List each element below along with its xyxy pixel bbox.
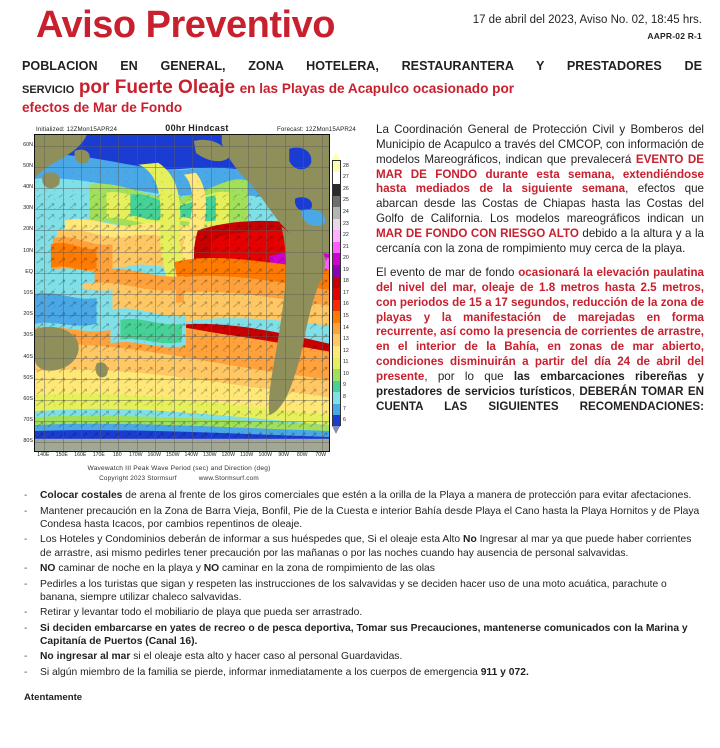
recommendation-text: Retirar y levantar todo el mobiliario de playa que pueda ser arrastrado. — [40, 607, 363, 619]
gridline-vertical — [155, 135, 156, 451]
gridline-vertical — [285, 135, 286, 451]
recommendation-item — [24, 578, 700, 605]
gridline-vertical — [229, 135, 230, 451]
subtitle-line-2 — [22, 76, 702, 99]
subtitle-block — [14, 58, 706, 116]
colorbar-segment — [333, 184, 340, 196]
y-tick-label: 10N — [23, 247, 33, 254]
p1-highlight-1: EVENTO DE MAR DE FONDO durante esta semana, extendiéndose hasta mediados de la siguiente semana — [376, 152, 704, 196]
header-meta — [473, 14, 702, 41]
colorbar-segment — [333, 323, 340, 335]
y-tick-label: 20S — [23, 311, 33, 318]
x-tick-label: 140E — [37, 451, 50, 458]
colorbar-segment — [333, 288, 340, 300]
colorbar-tick-label: 28 — [343, 162, 349, 169]
colorbar-tick-label: 23 — [343, 220, 349, 227]
colorbar-segment — [333, 300, 340, 312]
colorbar-segment — [333, 161, 340, 173]
p1-text-2: , efectos que abarcan desde las Costas de Chiapas hasta las Costas del Golfo de California. Los modelos mareográficos indican un — [376, 182, 704, 226]
bullet-dash-icon: - — [24, 622, 28, 634]
chart-initialized-label: Initialized: 12ZMon15APR24 — [36, 125, 118, 133]
x-tick-label: 110W — [240, 451, 254, 458]
colorbar-bottom-arrow-icon — [332, 426, 340, 434]
recommendation-text: Mantener precaución en la Zona de Barra Vieja, Bonfil, Pie de la Cuesta e interior Bahía desde Playa el Cano hasta la Playa Hornitos y de Playa Condesa hasta Icacos, por cambios repentinos de oleaje. — [40, 505, 700, 531]
colorbar-segment — [333, 242, 340, 254]
colorbar-tick-label: 19 — [343, 266, 349, 273]
colorbar-segment — [333, 207, 340, 219]
gridline-vertical — [322, 135, 323, 451]
content-area — [14, 123, 706, 484]
x-tick-label: 120W — [221, 451, 236, 458]
colorbar-tick-label: 17 — [343, 289, 349, 296]
subtitle-highlight: por Fuerte Oleaje — [78, 77, 236, 99]
colorbar-tick-labels — [343, 160, 361, 426]
colorbar-segment — [333, 392, 340, 404]
recommendation-item — [24, 489, 700, 503]
paragraph-1 — [376, 123, 704, 257]
recommendation-text: Pedirles a los turistas que sigan y respeten las instrucciones de los salvavidas y se deciden hacer uso de una moto acuática, parachute o banana, siempre utilizar chaleco salvavidas. — [40, 578, 667, 604]
colorbar-segment — [333, 172, 340, 184]
p1-text-1: La Coordinación General de Protección Civil y Bomberos del Municipio de Acapulco a través del CMCOP, con información de modelos Mareográficos, indican que prevalecerá — [376, 122, 704, 166]
y-tick-label: 40N — [23, 183, 33, 190]
x-tick-label: 170E — [92, 451, 105, 458]
chart-caption-credit — [14, 474, 344, 484]
advisory-date: 17 de abril del 2023, Aviso No. 02, 18:45 hrs. — [472, 14, 702, 26]
recommendations-list — [14, 489, 706, 679]
colorbar-tick-label: 18 — [343, 278, 349, 285]
colorbar-segment — [333, 311, 340, 323]
p1-text-3: debido a la altura y a la cercanía con la zona de rompimiento muy cerca de la playa. — [376, 227, 705, 256]
recommendation-item — [24, 505, 700, 532]
colorbar-tick-label: 24 — [343, 208, 349, 215]
y-tick-label: 50N — [23, 162, 33, 169]
text-column — [366, 123, 706, 484]
colorbar-segment — [333, 404, 340, 416]
x-tick-label: 140W — [184, 451, 199, 458]
p2-bold-2: DEBERÁN TOMAR EN CUENTA LAS SIGUIENTES RECOMENDACIONES: — [376, 385, 704, 413]
y-tick-label: 30S — [23, 332, 33, 339]
gridline-vertical — [81, 135, 82, 451]
recommendation-item — [24, 533, 700, 560]
colorbar-tick-label: 26 — [343, 185, 349, 192]
paragraph-2 — [376, 266, 704, 415]
chart-forecast-label: Forecast: 12ZMon15APR24 — [276, 125, 356, 133]
colorbar-segment — [333, 219, 340, 231]
wave-period-chart — [14, 123, 362, 484]
signature: Atentamente — [24, 692, 83, 704]
x-tick-label: 170W — [128, 451, 143, 458]
gridline-vertical — [211, 135, 212, 451]
p1-highlight-2: MAR DE FONDO CON RIESGO ALTO — [376, 227, 579, 241]
colorbar-tick-label: 12 — [343, 347, 349, 354]
y-tick-label: 30N — [23, 205, 33, 212]
recommendation-text: Si deciden embarcarse en yates de recreo o de pesca deportiva, Tomar sus Precauciones, mantenerse comunicados con la Marina y Capitanía de Puertos (Canal 16). — [40, 622, 688, 648]
x-tick-label: 90W — [278, 451, 290, 458]
x-tick-label: 130W — [202, 451, 217, 458]
y-tick-label: 40S — [23, 353, 33, 360]
chart-title: 00hr Hindcast — [165, 122, 229, 133]
page-title: Aviso Preventivo — [36, 4, 335, 46]
recommendation-item — [24, 666, 700, 680]
recommendation-text: Colocar costales de arena al frente de los giros comerciales que estén a la orilla de la Playa a manera de protección para evitar afectaciones. — [40, 490, 692, 502]
x-tick-label: 80W — [296, 451, 308, 458]
chart-plot-area — [34, 134, 330, 452]
chart-colorbar — [330, 134, 360, 452]
colorbar-segment — [333, 369, 340, 381]
chart-column — [14, 123, 366, 484]
colorbar-tick-label: 15 — [343, 313, 349, 320]
colorbar-segment — [333, 196, 340, 208]
recommendation-item — [24, 562, 700, 576]
chart-x-axis — [34, 452, 330, 461]
bullet-dash-icon: - — [24, 490, 28, 502]
colorbar-segment — [333, 265, 340, 277]
x-tick-label: 160W — [147, 451, 162, 458]
colorbar-segment — [333, 253, 340, 265]
colorbar-tick-label: 7 — [343, 405, 346, 412]
bullet-dash-icon: - — [24, 666, 28, 678]
recommendation-text: NO caminar de noche en la playa y NO caminar en la zona de rompimiento de las olas — [40, 563, 435, 575]
y-tick-label: 70S — [23, 417, 33, 424]
y-tick-label: EQ — [25, 268, 33, 275]
bullet-dash-icon: - — [24, 534, 28, 546]
colorbar-tick-label: 25 — [343, 197, 349, 204]
colorbar-tick-label: 14 — [343, 324, 349, 331]
colorbar-tick-label: 27 — [343, 174, 349, 181]
bullet-dash-icon: - — [24, 505, 28, 517]
bullet-dash-icon: - — [24, 578, 28, 590]
gridline-vertical — [303, 135, 304, 451]
colorbar-tick-label: 22 — [343, 232, 349, 239]
colorbar-tick-label: 8 — [343, 393, 346, 400]
y-tick-label: 50S — [23, 374, 33, 381]
chart-copyright: Copyright 2023 Stormsurf — [99, 474, 177, 482]
recommendation-item — [24, 622, 700, 649]
y-tick-label: 20N — [23, 226, 33, 233]
subtitle-rest: en las Playas de Acapulco ocasionado por — [239, 81, 515, 97]
p2-text-3: , — [571, 385, 580, 399]
gridline-vertical — [137, 135, 138, 451]
chart-caption-main: Wavewatch III Peak Wave Period (sec) and Direction (deg) — [87, 464, 271, 472]
recommendation-item — [24, 606, 700, 620]
p2-text-1: El evento de mar de fondo — [376, 265, 519, 279]
gridline-vertical — [192, 135, 193, 451]
x-tick-label: 150W — [165, 451, 180, 458]
colorbar-segment — [333, 346, 340, 358]
recommendation-text: Los Hoteles y Condominios deberán de informar a sus huéspedes que, Si el oleaje esta Alto No Ingresar al mar ya que puede haber corrientes de arrastre, asi mismo pedirles tener precaución por las mañanas o por las noches cuando hay ausencia de personal salvavidas. — [40, 534, 692, 560]
advisory-code: AAPR-02 R-1 — [647, 31, 702, 41]
bullet-dash-icon: - — [24, 563, 28, 575]
colorbar-segment — [333, 381, 340, 393]
chart-plot-wrapper — [14, 134, 362, 452]
x-tick-label: 100W — [258, 451, 273, 458]
y-tick-label: 60N — [23, 141, 33, 148]
colorbar-segment — [333, 230, 340, 242]
subtitle-servicio: SERVICIO — [22, 84, 75, 97]
colorbar-gradient — [332, 160, 341, 426]
colorbar-tick-label: 11 — [343, 359, 349, 366]
map-gridlines — [35, 135, 329, 451]
chart-header — [14, 123, 362, 134]
subtitle-line-1: POBLACION EN GENERAL, ZONA HOTELERA, RESTAURANTERA Y PRESTADORES DE — [22, 59, 702, 73]
recommendation-text: No ingresar al mar si el oleaje esta alto y hacer caso al personal Guardavidas. — [40, 651, 403, 663]
y-tick-label: 60S — [23, 395, 33, 402]
p2-highlight-1: ocasionará la elevación paulatina del nivel del mar, oleaje de 1.8 metros hasta 2.5 metros, con periodos de 15 a 17 segundos, reducción de la zona de playas y la manifestación de marejadas en forma recurrente, así como la presencia de corrientes de arrastre, en el interior de la Bahía, en zonas de mar abierto, condiciones disminuirán a partir del día 24 de abril del presente — [376, 265, 705, 384]
x-tick-label: 180 — [112, 451, 122, 458]
colorbar-segment — [333, 358, 340, 370]
p2-text-2: , por lo que — [424, 370, 514, 384]
gridline-vertical — [266, 135, 267, 451]
x-tick-label: 70W — [315, 451, 327, 458]
y-tick-label: 10S — [23, 289, 33, 296]
document-header — [14, 0, 706, 58]
colorbar-tick-label: 20 — [343, 255, 349, 262]
colorbar-tick-label: 21 — [343, 243, 349, 250]
colorbar-tick-label: 13 — [343, 336, 349, 343]
y-tick-label: 80S — [23, 438, 33, 445]
recommendation-text: Si algún miembro de la familia se pierde, informar inmediatamente a los cuerpos de emergencia 911 y 072. — [40, 666, 529, 678]
colorbar-tick-label: 6 — [343, 417, 346, 424]
chart-url: www.Stormsurf.com — [198, 474, 259, 482]
gridline-vertical — [100, 135, 101, 451]
bullet-dash-icon: - — [24, 607, 28, 619]
chart-y-axis — [14, 134, 34, 452]
gridline-vertical — [44, 135, 45, 451]
colorbar-segment — [333, 334, 340, 346]
gridline-vertical — [174, 135, 175, 451]
colorbar-segment — [333, 277, 340, 289]
colorbar-top-arrow-icon — [332, 152, 340, 160]
gridline-vertical — [63, 135, 64, 451]
subtitle-line-3: efectos de Mar de Fondo — [22, 100, 183, 116]
bullet-dash-icon: - — [24, 651, 28, 663]
gridline-vertical — [248, 135, 249, 451]
colorbar-tick-label: 16 — [343, 301, 349, 308]
gridline-vertical — [118, 135, 119, 451]
colorbar-tick-label: 10 — [343, 370, 349, 377]
colorbar-tick-label: 9 — [343, 382, 346, 389]
chart-caption — [14, 464, 344, 484]
x-tick-label: 150E — [55, 451, 68, 458]
recommendation-item — [24, 650, 700, 664]
p2-bold-1: las embarcaciones ribereñas y prestadores de servicios turísticos — [376, 370, 704, 399]
x-tick-label: 160E — [74, 451, 87, 458]
